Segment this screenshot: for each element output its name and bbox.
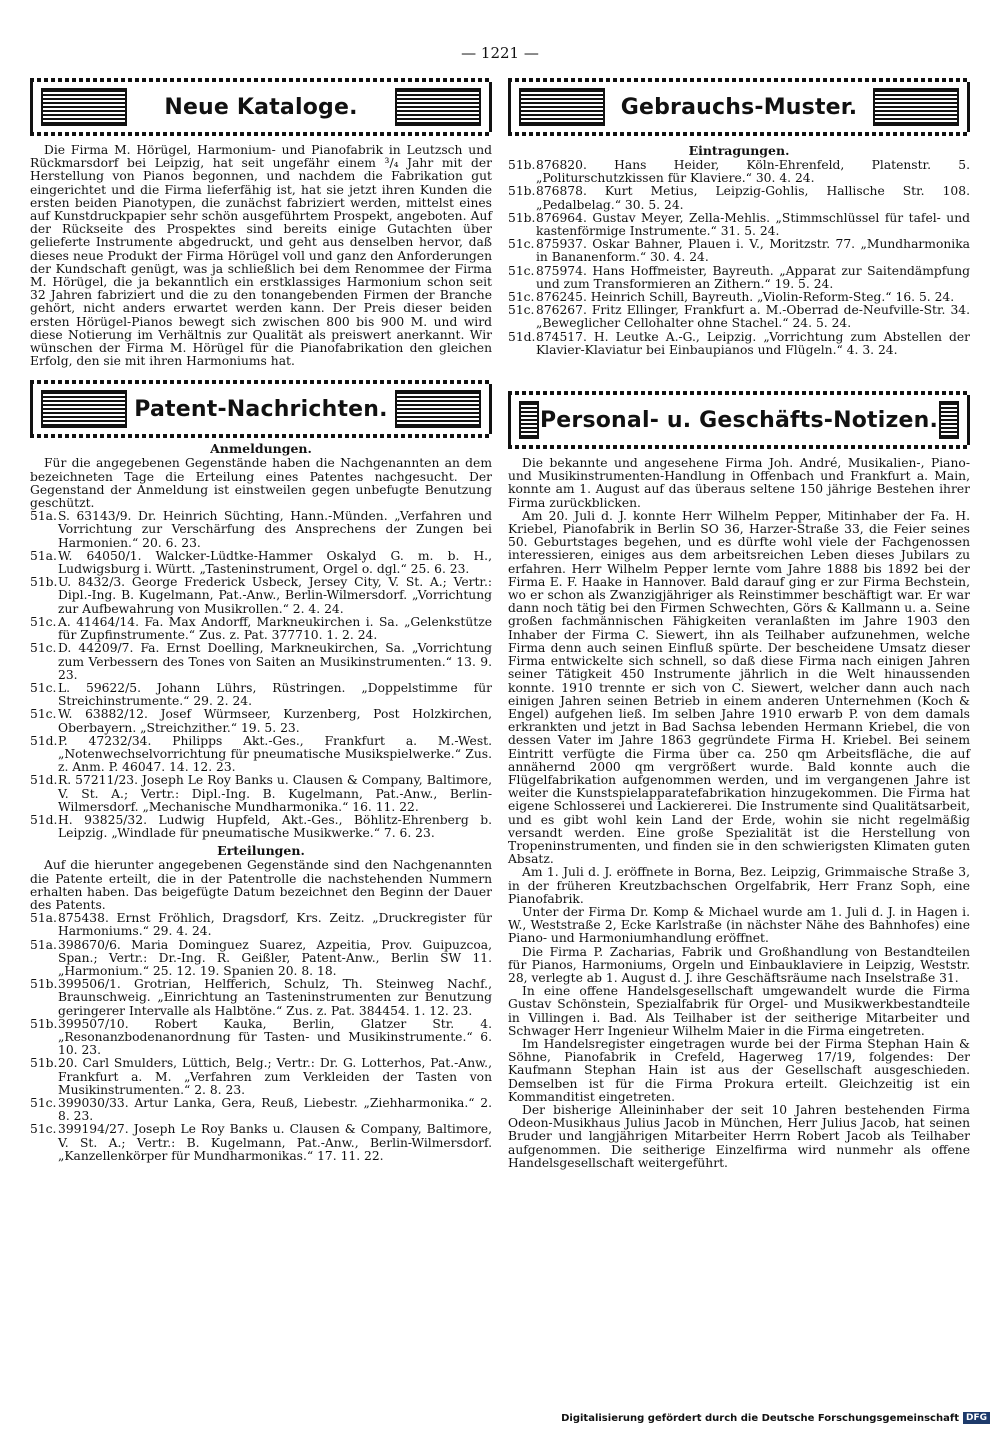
- eintragungen-heading: Eintragungen.: [688, 143, 790, 158]
- eintragungen-list: [508, 159, 970, 357]
- ornament-block: [873, 88, 959, 126]
- list-item: 51b. 20. Carl Smulders, Lüttich, Belg.; Vertr.: Dr. G. Lotterhos, Pat.-Anw., Frankfurt a. M. „Verfahren zum Verkleiden der Tasten von Musikinstrumenten.“ 2. 8. 23.: [30, 1056, 492, 1097]
- ornament-block: [41, 88, 127, 126]
- list-item: 51a. W. 64050/1. Walcker-Lüdtke-Hammer Oskalyd G. m. b. H., Ludwigsburg i. Württ. „Tasteninstrument, Orgel o. dgl.“ 25. 6. 23.: [30, 548, 492, 577]
- paragraph: Unter der Firma Dr. Komp & Michael wurde am 1. Juli d. J. in Hagen i. W., Weststraße 2, Ecke Karlstraße (in nächster Nähe des Bahnhofes) eine Piano- und Harmoniumhandlung eröffnet.: [508, 904, 970, 946]
- ornament-block: [395, 88, 481, 126]
- list-item: 51b. U. 8432/3. George Frederick Usbeck, Jersey City, V. St. A.; Vertr.: Dipl.-Ing. B. Kugelmann, Pat.-Anw., Berlin-Wilmersdorf. „Vorrichtung zur Aufbewahrung von Musikrollen.“ 2. 4. 24.: [30, 575, 492, 616]
- banner-patent-nachrichten: [30, 380, 492, 438]
- list-item: 51b. 876820. Hans Heider, Köln-Ehrenfeld, Platenstr. 5. „Politurschutzkissen für Klaviere.“ 30. 4. 24.: [508, 158, 970, 186]
- banner-personal-notizen: [508, 391, 970, 449]
- list-item: 51d. R. 57211/23. Joseph Le Roy Banks u. Clausen & Company, Baltimore, V. St. A.; Vertr.: Dipl.-Ing. B. Kugelmann, Pat.-Anw., Berlin-Wilmersdorf. „Mechanische Mundharmonika.“ 16. 11. 22.: [30, 773, 492, 814]
- list-item: 51b. 876878. Kurt Metius, Leipzig-Gohlis, Hallische Str. 108. „Pedalbelag.“ 30. 5. 24.: [508, 184, 970, 212]
- kataloge-body: Die Firma M. Hörügel, Harmonium- und Pianofabrik in Leutzsch und Rückmarsdorf bei Leipzig, hat seit ungefähr einem ³/₄ Jahr mit der Herstellung von Pianos begonnen, und nachdem die Fabrikation gut eingerichtet und die Firma lieferfähig ist, hat sie jetzt ihren Kunden die ersten beiden Pianotypen, die zunächst fabriziert werden, mittelst eines auf Kunstdruckpapier sehr schön ausgeführtem Prospekt, angeboten. Auf der Rückseite des Prospektes sind bereits einige Gutachten über gelieferte Instrumente abgedruckt, und geht aus denselben hervor, daß dieses neue Produkt der Firma Hörügel voll und ganz den Anforderungen der Kundschaft genügt, was ja schließlich bei dem Renommee der Firma M. Hörügel, die ja bekanntlich ein erstklassiges Harmonium schon seit 32 Jahren fabriziert und die zu den tonangebenden Firmen der Branche gehört, nicht anders erwartet werden kann. Der Preis dieser beiden ersten Hörügel-Pianos bewegt sich zwischen 800 bis 900 M. und wird diese Notierung im Verhältnis zur Qualität als preiswert anerkannt. Wir wünschen der Firma M. Hörügel für die Pianofabrikation den gleichen Erfolg, den sie mit ihren Harmoniums hat.: [30, 143, 492, 369]
- ornament-block: [939, 401, 959, 439]
- page-number: — 1221 —: [461, 44, 539, 62]
- paragraph: Der bisherige Alleininhaber der seit 10 Jahren bestehenden Firma Odeon-Musikhaus Julius Jacob in München, Herr Julius Jacob, hat seinen Bruder und langjährigen Mitarbeiter Herrn Robert Jacob als Teilhaber aufgenommen. Die seitherige Einzelfirma wird nunmehr als offene Handelsgesellschaft weitergeführt.: [508, 1103, 970, 1170]
- erteilungen-intro: Auf die hierunter angegebenen Gegenstände sind den Nachgenannten die Patente erteilt, die in der Patentrolle die nachstehenden Nummern erhalten haben. Das beigefügte Datum bezeichnet den Beginn der Dauer des Patents.: [30, 858, 492, 912]
- paragraph: Im Handelsregister eingetragen wurde bei der Firma Stephan Hain & Söhne, Pianofabrik in Crefeld, Hagerweg 17/19, folgendes: Der Kaufmann Stephan Hain ist aus der Gesellschaft ausgeschieden. Demselben ist für die Firma Prokura erteilt. Gleichzeitig ist ein Kommanditist eingetreten.: [508, 1036, 970, 1104]
- right-column: [508, 78, 970, 1170]
- personal-paragraphs: [508, 457, 970, 1170]
- paragraph: Die Firma P. Zacharias, Fabrik und Großhandlung von Bestandteilen für Pianos, Harmoniums, Orgeln und Einbauklaviere in Leipzig, Weststr. 28, verlegte ab 1. August d. J. ihre Geschäftsräume nach Inselstraße 31.: [508, 944, 970, 985]
- paragraph: Am 1. Juli d. J. eröffnete in Borna, Bez. Leipzig, Grimmaische Straße 3, in der früheren Kreutzbachschen Orgelfabrik, Herr Franz Soph, eine Pianofabrik.: [508, 865, 970, 906]
- section-title: Neue Kataloge.: [164, 94, 358, 120]
- list-item: 51a. 875438. Ernst Fröhlich, Dragsdorf, Krs. Zeitz. „Druckregister für Harmoniums.“ 29. 4. 24.: [30, 911, 492, 939]
- list-item: 51d. 874517. H. Leutke A.-G., Leipzig. „Vorrichtung zum Abstellen der Klavier-Klaviatur bei Einbaupianos und Flügeln.“ 4. 3. 24.: [508, 329, 970, 357]
- ornament-block: [519, 88, 605, 126]
- section-title: Personal- u. Geschäfts-Notizen.: [539, 407, 939, 433]
- paragraph: In eine offene Handelsgesellschaft umgewandelt wurde die Firma Gustav Schönstein, Spezialfabrik für Orgel- und Musikwerkbestandteile in Villingen i. Bad. Als Teilhaber ist der seitherige Mitarbeiter und Schwager Herr Ingenieur Wilhelm Maier in die Firma eingetreten.: [508, 984, 970, 1038]
- anmeldungen-list: [30, 510, 492, 840]
- list-item: 51d. P. 47232/34. Philipps Akt.-Ges., Frankfurt a. M.-West. „Notenwechselvorrichtung für pneumatische Musikspielwerke.“ Zus. z. Anm. P. 46047. 14. 12. 23.: [30, 733, 492, 775]
- paragraph: Am 20. Juli d. J. konnte Herr Wilhelm Pepper, Mitinhaber der Fa. H. Kriebel, Pianofabrik in Berlin SO 36, Harzer-Straße 33, die Feier seines 50. Geburtstages begehen, und es dürfte wohl viele der Fachgenossen interessieren, einiges aus dem arbeitsreichen Leben dieses Jubilars zu erfahren. Herr Wilhelm Pepper lernte vom Jahre 1888 bis 1892 bei der Firma E. F. Haake in Hannover. Bald darauf ging er zur Firma Bechstein, wo er schon als Zwanzigjähriger als Reinstimmer beschäftigt war. Er war dann noch tätig bei den Firmen Schwechten, Görs & Kallmann u. a. Seine großen fachmännischen Fähigkeiten veranlaßten im Jahre 1903 den Inhaber der Firma C. Siewert, ihn als Teilhaber aufzunehmen, welche Firma denn auch seinen Einfluß spürte. Der bescheidene Umsatz dieser Firma entwickelte sich schnell, so daß diese Firma nach einigen Jahren seiner Tätigkeit 450 Instrumente jährlich in die Welt hinaussenden konnte. 1910 trennte er sich von C. Siewert, welcher dann auch nach einigen Jahren seinen Betrieb in einem anderen Unternehmen (Koch & Engel) aufgehen ließ. Im selben Jahre 1910 erwarb P. von dem damals erkrankten und jetzt in Bad Sachsa lebenden Hermann Kriebel, die von dessen Vater im Jahre 1863 gegründete Firma H. Kriebel. Bei seinem Eintritt verfügte die Firma über ca. 250 qm Arbeitsfläche, die auf annähernd 2000 qm vergrößert wurde. Bald konnte auch die Flügelfabrikation aufgenommen werden, und im vergangenen Jahre ist weiter die Kunstspielapparatefabrikation hinzugekommen. Die Firma hat eigene Schlosserei und Lackiererei. Die Instrumente sind Qualitätsarbeit, und es gibt wohl kein Land der Erde, wohin sie nicht regelmäßig versandt werden. Eine große Spezialität ist die Herstellung von Tropeninstrumenten, und finden sie in den schwierigsten Klimaten guten Absatz.: [508, 508, 970, 867]
- list-item: 51c. 876245. Heinrich Schill, Bayreuth. „Violin-Reform-Steg.“ 16. 5. 24.: [508, 290, 955, 305]
- list-item: 51a. S. 63143/9. Dr. Heinrich Süchting, Hann.-Münden. „Verfahren und Vorrichtung zur Verschärfung des Ansprechens der Zungen bei Harmonien.“ 20. 6. 23.: [30, 509, 492, 550]
- section-title: Patent-Nachrichten.: [134, 396, 388, 422]
- list-item: 51d. H. 93825/32. Ludwig Hupfeld, Akt.-Ges., Böhlitz-Ehrenberg b. Leipzig. „Windlade für pneumatische Musikwerke.“ 7. 6. 23.: [30, 812, 492, 841]
- erteilungen-heading: Erteilungen.: [217, 843, 305, 859]
- list-item: 51c. L. 59622/5. Johann Lührs, Rüstringen. „Doppelstimme für Streichinstrumente.“ 29. 2. 24.: [30, 680, 492, 709]
- list-item: 51c. 875974. Hans Hoffmeister, Bayreuth. „Apparat zur Saitendämpfung und zum Transformieren an Zithern.“ 19. 5. 24.: [508, 263, 970, 291]
- list-item: 51c. 875937. Oskar Bahner, Plauen i. V., Moritzstr. 77. „Mundharmonika in Bananenform.“ 30. 4. 24.: [508, 237, 970, 265]
- ornament-block: [519, 401, 539, 439]
- dfg-logo-icon: DFG: [963, 1412, 990, 1424]
- section-title: Gebrauchs-Muster.: [620, 94, 858, 120]
- paragraph: Die bekannte und angesehene Firma Joh. André, Musikalien-, Piano- und Musikinstrumenten-Handlung in Offenbach und Frankfurt a. Main, konnte am 1. August auf das überaus seltene 150 jährige Bestehen ihrer Firma zurückblicken.: [508, 456, 970, 510]
- banner-gebrauchs-muster: [508, 78, 970, 136]
- list-item: 51a. 398670/6. Maria Dominguez Suarez, Azpeitia, Prov. Guipuzcoa, Span.; Vertr.: Dr.-Ing. R. Geißler, Patent-Anw., Berlin SW 11. „Harmonium.“ 25. 12. 19. Spanien 20. 8. 18.: [30, 937, 492, 978]
- ornament-block: [395, 390, 481, 428]
- anmeldungen-heading: Anmeldungen.: [210, 441, 312, 457]
- list-item: 51c. 876267. Fritz Ellinger, Frankfurt a. M.-Oberrad de-Neufville-Str. 34. „Beweglicher Cellohalter ohne Stachel.“ 24. 5. 24.: [508, 303, 970, 331]
- anmeldungen-intro: Für die angegebenen Gegenstände haben die Nachgenannten an dem bezeichneten Tage die Erteilung eines Patentes nachgesucht. Der Gegenstand der Anmeldung ist einstweilen gegen unbefugte Benutzung geschützt.: [30, 456, 492, 511]
- list-item: 51c. 399194/27. Joseph Le Roy Banks u. Clausen & Company, Baltimore, V. St. A.; Vertr.: B. Kugelmann, Pat.-Anw., Berlin-Wilmersdorf. „Kanzellenkörper für Mundharmonikas.“ 17. 11. 22.: [30, 1122, 492, 1163]
- left-column: [30, 78, 492, 1163]
- list-item: 51c. A. 41464/14. Fa. Max Andorff, Markneukirchen i. Sa. „Gelenkstütze für Zupfinstrumente.“ Zus. z. Pat. 377710. 1. 2. 24.: [30, 614, 492, 643]
- erteilungen-list: [30, 912, 492, 1163]
- list-item: 51b. 399506/1. Grotrian, Helfferich, Schulz, Th. Steinweg Nachf., Braunschweig. „Einrichtung an Tasteninstrumenten zur Benutzung geringerer Intervalle als Halbtöne.“ Zus. z. Pat. 384454. 1. 12. 23.: [30, 977, 492, 1018]
- list-item: 51b. 876964. Gustav Meyer, Zella-Mehlis. „Stimmschlüssel für tafel- und kastenförmige Instrumente.“ 31. 5. 24.: [508, 210, 970, 239]
- list-item: 51c. W. 63882/12. Josef Würmseer, Kurzenberg, Post Holzkirchen, Oberbayern. „Streichzither.“ 19. 5. 23.: [30, 707, 492, 735]
- list-item: 51b. 399507/10. Robert Kauka, Berlin, Glatzer Str. 4. „Resonanzbodenanordnung für Tasten- und Musikinstrumente.“ 6. 10. 23.: [30, 1016, 492, 1058]
- list-item: 51c. D. 44209/7. Fa. Ernst Doelling, Markneukirchen, Sa. „Vorrichtung zum Verbessern des Tones von Saiten an Musikinstrumenten.“ 13. 9. 23.: [30, 641, 492, 682]
- footer: [561, 1412, 990, 1424]
- footer-text: Digitalisierung gefördert durch die Deutsche Forschungsgemeinschaft: [561, 1412, 959, 1424]
- list-item: 51c. 399030/33. Artur Lanka, Gera, Reuß, Liebestr. „Ziehharmonika.“ 2. 8. 23.: [30, 1096, 492, 1124]
- ornament-block: [41, 390, 127, 428]
- banner-neue-kataloge: [30, 78, 492, 136]
